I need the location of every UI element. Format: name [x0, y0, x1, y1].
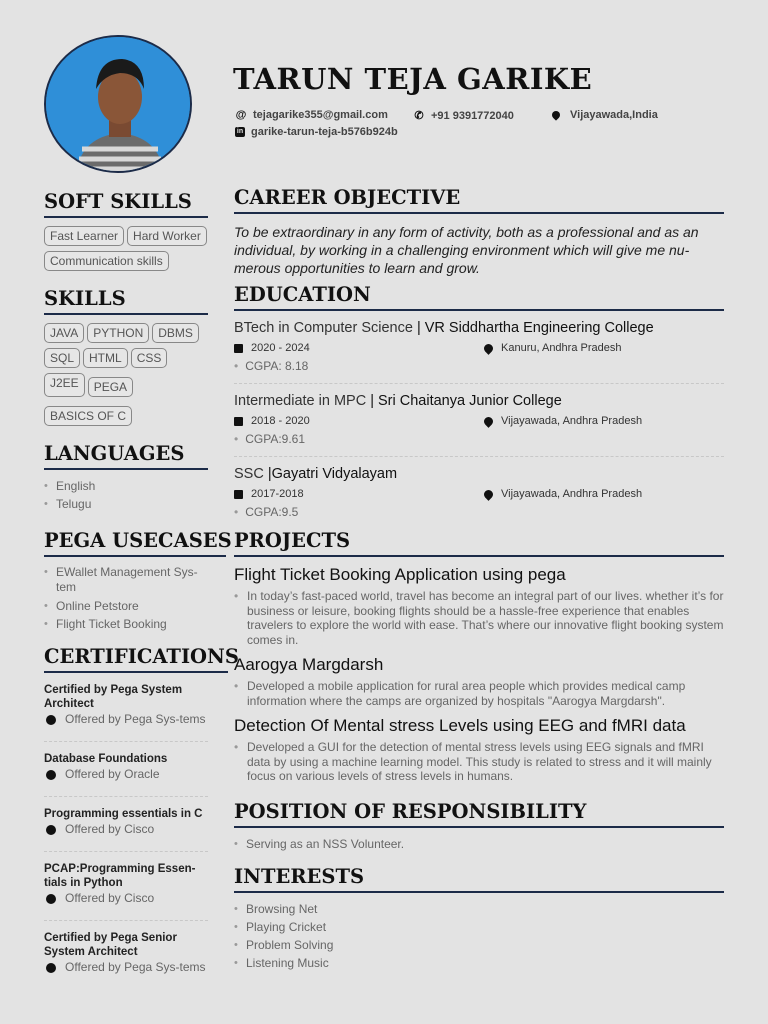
- education-years: 2020 - 2024: [251, 342, 310, 354]
- certification-name: Certified by Pega Senior System Architect: [44, 932, 177, 958]
- certification-provider: Offered by Cisco: [65, 891, 155, 905]
- list-item: • Playing Cricket: [234, 919, 724, 936]
- certification-item: [44, 683, 208, 742]
- section-title: POSITION OF RESPONSIBILITY: [234, 800, 724, 828]
- phone-text: +91 9391772040: [431, 109, 514, 122]
- skill-tag: CSS: [131, 348, 168, 368]
- certification-provider: Offered by Cisco: [65, 822, 155, 836]
- education-place: Vijayawada, Andhra Pradesh: [501, 488, 643, 500]
- degree-name: BTech in Computer Science: [234, 320, 413, 336]
- certification-item: [44, 931, 208, 989]
- location-pin-icon: [482, 342, 495, 355]
- education-place: Kanuru, Andhra Pradesh: [501, 342, 622, 354]
- education-score: • CGPA:9.61: [234, 432, 724, 446]
- education-item: [234, 384, 724, 457]
- certification-name: Database Foundations: [44, 753, 168, 765]
- list-item: • Telugu: [44, 496, 208, 513]
- project-item: [234, 655, 724, 708]
- location-text: Vijayawada,India: [570, 109, 658, 121]
- linkedin-text: garike-tarun-teja-b576b924b: [251, 126, 398, 138]
- certifications-section: [44, 645, 239, 989]
- bullet-dot-icon: [46, 715, 56, 725]
- list-item: • EWallet Management Sys-tem: [44, 565, 208, 595]
- certification-item: [44, 752, 208, 797]
- bullet-dot-icon: [46, 963, 56, 973]
- location-pin-icon: [482, 415, 495, 428]
- certification-provider: Offered by Oracle: [65, 767, 160, 781]
- list-item: • Online Petstore: [44, 598, 208, 615]
- skill-tag: BASICS OF C: [44, 406, 132, 426]
- calendar-icon: [234, 490, 243, 499]
- list-item: • Listening Music: [234, 955, 724, 972]
- education-item: [234, 311, 724, 384]
- certification-name: Programming essentials in C: [44, 808, 203, 820]
- linkedin-contact[interactable]: [235, 126, 398, 138]
- phone-icon: ✆: [414, 110, 424, 122]
- list-item: • English: [44, 478, 208, 495]
- right-column: [234, 186, 724, 973]
- project-title: Detection Of Mental stress Levels using EEG and fMRI data: [234, 716, 686, 735]
- education-item: [234, 457, 724, 529]
- project-title: Aarogya Margdarsh: [234, 655, 384, 674]
- calendar-icon: [234, 417, 243, 426]
- skills-tags: [44, 323, 208, 426]
- interests-section: [234, 865, 724, 972]
- location-contact: [552, 109, 658, 121]
- at-icon: @: [235, 109, 247, 121]
- languages-list: [44, 478, 208, 513]
- certification-name: PCAP:Programming Essen-tials in Python: [44, 863, 196, 889]
- school-name: |Gayatri Vidyalayam: [267, 466, 398, 482]
- certification-item: [44, 862, 208, 921]
- profile-photo: [44, 35, 192, 173]
- project-description: • Developed a mobile application for rural area people which provides medical camp information where the camps are organized by hospitals "Aarogya Margdarsh".: [234, 679, 724, 708]
- degree-name: Intermediate in MPC: [234, 393, 371, 409]
- soft-skills-tags: [44, 226, 208, 271]
- education-score: • CGPA: 8.18: [234, 359, 724, 373]
- responsibility-list: [234, 836, 724, 853]
- degree-name: SSC: [234, 466, 268, 482]
- project-description: • In today’s fast-paced world, travel has become an integral part of our lives. whether it’s for business or leisure, booking flights should be a hassle-free experience that enables travelers to explore the world with ease. That’s where our innovative flight booking system comes in.: [234, 589, 724, 647]
- linkedin-icon: in: [236, 128, 244, 135]
- responsibility-section: [234, 800, 724, 853]
- section-title: LANGUAGES: [44, 442, 208, 470]
- skill-tag: SQL: [44, 348, 80, 368]
- list-item: • Serving as an NSS Volunteer.: [234, 836, 724, 853]
- email-text: tejagarike355@gmail.com: [253, 109, 388, 121]
- school-name: | VR Siddhartha Engineering College: [416, 320, 654, 336]
- skill-tag: DBMS: [152, 323, 199, 343]
- certification-item: [44, 807, 208, 852]
- section-title: SOFT SKILLS: [44, 190, 208, 218]
- phone-contact[interactable]: [413, 109, 514, 122]
- section-title: INTERESTS: [234, 865, 724, 893]
- bullet-dot-icon: [46, 825, 56, 835]
- interests-list: [234, 901, 724, 972]
- education-years: 2018 - 2020: [251, 415, 310, 427]
- school-name: | Sri Chaitanya Junior College: [370, 393, 562, 409]
- calendar-icon: [234, 344, 243, 353]
- skill-tag: J2EE: [44, 373, 85, 397]
- usecases-list: [44, 565, 208, 633]
- skills-section: [44, 287, 208, 426]
- bullet-dot-icon: [46, 770, 56, 780]
- skill-tag: Communication skills: [44, 251, 169, 271]
- list-item: • Flight Ticket Booking: [44, 616, 208, 633]
- education-section: [234, 283, 724, 529]
- list-item: • Problem Solving: [234, 937, 724, 954]
- section-title: EDUCATION: [234, 283, 724, 311]
- skill-tag: HTML: [83, 348, 128, 368]
- projects-section: [234, 529, 724, 784]
- left-column: [44, 190, 239, 993]
- section-title: CAREER OBJECTIVE: [234, 186, 724, 214]
- certification-name: Certified by Pega System Architect: [44, 684, 183, 710]
- list-item: • Browsing Net: [234, 901, 724, 918]
- education-place: Vijayawada, Andhra Pradesh: [501, 415, 643, 427]
- soft-skills-section: [44, 190, 208, 271]
- career-objective-section: [234, 186, 724, 277]
- skill-tag: Fast Learner: [44, 226, 124, 246]
- section-title: PROJECTS: [234, 529, 724, 557]
- section-title: PEGA USECASES: [44, 529, 226, 557]
- profile-photo-illustration: [46, 37, 192, 173]
- location-pin-icon: [550, 109, 561, 120]
- project-title: Flight Ticket Booking Application using pega: [234, 565, 566, 584]
- section-title: CERTIFICATIONS: [44, 645, 228, 673]
- project-item: [234, 565, 724, 647]
- education-score: • CGPA:9.5: [234, 505, 724, 519]
- skill-tag: JAVA: [44, 323, 84, 343]
- objective-text: To be extraordinary in any form of activity, both as a professional and as an individual, by working in a challenging environment which will give me nu-merous opportunities to learn and grow.: [234, 224, 699, 276]
- project-item: [234, 716, 724, 784]
- bullet-dot-icon: [46, 894, 56, 904]
- skill-tag: PEGA: [88, 377, 133, 397]
- certification-provider: Offered by Pega Sys-tems: [65, 960, 206, 974]
- languages-section: [44, 442, 208, 513]
- pega-usecases-section: [44, 529, 232, 633]
- candidate-name: TARUN TEJA GARIKE: [233, 62, 593, 96]
- skill-tag: PYTHON: [87, 323, 149, 343]
- certification-provider: Offered by Pega Sys-tems: [65, 712, 206, 726]
- skill-tag: Hard Worker: [127, 226, 207, 246]
- email-contact[interactable]: [235, 109, 388, 121]
- section-title: SKILLS: [44, 287, 208, 315]
- location-pin-icon: [482, 488, 495, 501]
- education-years: 2017-2018: [251, 488, 304, 500]
- project-description: • Developed a GUI for the detection of mental stress levels using EEG signals and fMRI data by using a machine learning model. This study is related to stress and it will mainly focus on various levels of stress levels in humans.: [234, 740, 724, 784]
